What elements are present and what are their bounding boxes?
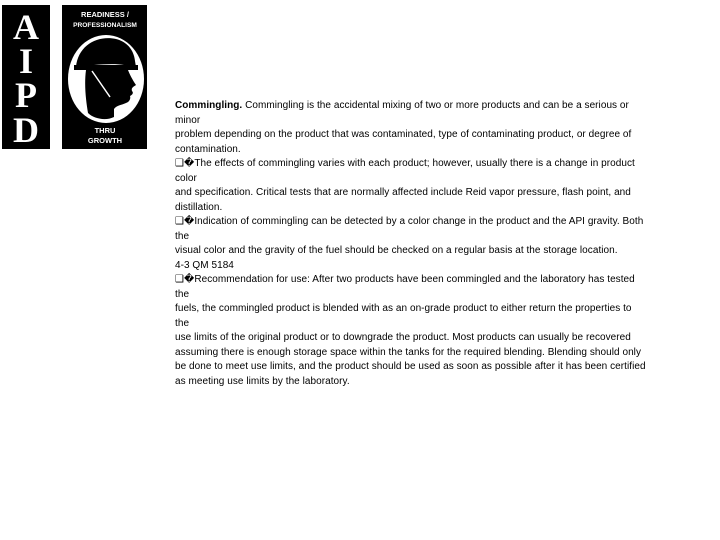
paragraph-line-10: the	[175, 230, 190, 242]
paragraph-line-5	[175, 157, 690, 172]
aipd-logo	[2, 5, 147, 149]
logo-top-text-2: PROFESSIONALISM	[73, 22, 137, 29]
paragraph-line-7: and specification. Critical tests that are normally affected include Reid vapor pressure, flash point, and	[175, 187, 631, 198]
paragraph-line-9	[175, 215, 690, 230]
document-body	[175, 99, 690, 389]
line-text: Indication of commingling can be detected by a color change in the product and the API gravity. Both	[194, 216, 644, 227]
paragraph-line-19: be done to meet use limits, and the product should be used as soon as possible after it has been certified	[175, 361, 646, 372]
bullet-glyph: ❑�	[175, 158, 195, 169]
line-text: Recommendation for use: After two products have been commingled and the laboratory has tested	[194, 274, 635, 285]
logo-letter-d: D	[13, 110, 39, 149]
line-text: The effects of commingling varies with each product; however, usually there is a change in product	[194, 158, 635, 169]
logo-top-text-1: READINESS /	[81, 10, 129, 19]
paragraph-line-2: minor	[175, 114, 201, 126]
paragraph-line-8: distillation.	[175, 201, 223, 213]
page-reference: 4-3 QM 5184	[175, 259, 234, 271]
paragraph-line-3: problem depending on the product that was contaminated, type of contaminating product, or degree of	[175, 129, 632, 140]
paragraph-line-18: assuming there is enough storage space within the tanks for the required blending. Blending should only	[175, 346, 641, 358]
logo-emblem-panel	[62, 5, 147, 149]
paragraph-line-1	[175, 99, 690, 114]
logo-letter-p: P	[15, 75, 37, 115]
bullet-glyph: ❑�	[175, 274, 195, 285]
paragraph-line-17: use limits of the original product or to downgrade the product. Most products can usually be recovered	[175, 332, 631, 343]
paragraph-line-13	[175, 273, 690, 288]
section-heading: Commingling.	[175, 100, 243, 111]
paragraph-line-20: as meeting use limits by the laboratory.	[175, 375, 350, 387]
paragraph-line-16: the	[175, 317, 190, 329]
logo-bottom-text-1: THRU	[94, 126, 116, 135]
logo-letter-i: I	[18, 41, 34, 81]
logo-letters-panel	[2, 5, 50, 149]
paragraph-line-15: fuels, the commingled product is blended with as an on-grade product to either return the properties to	[175, 303, 632, 314]
logo-bottom-text-2: GROWTH	[87, 136, 123, 145]
paragraph-line-6: color	[175, 172, 197, 184]
logo-letter-a: A	[13, 7, 39, 47]
paragraph-line-14: the	[175, 288, 190, 300]
paragraph-line-11: visual color and the gravity of the fuel should be checked on a regular basis at the storage location.	[175, 245, 618, 256]
soldier-helmet-icon	[68, 35, 144, 123]
paragraph-line-4: contamination.	[175, 143, 241, 155]
bullet-glyph: ❑�	[175, 216, 195, 227]
line-text: Commingling is the accidental mixing of two or more products and can be a serious or	[242, 100, 629, 111]
